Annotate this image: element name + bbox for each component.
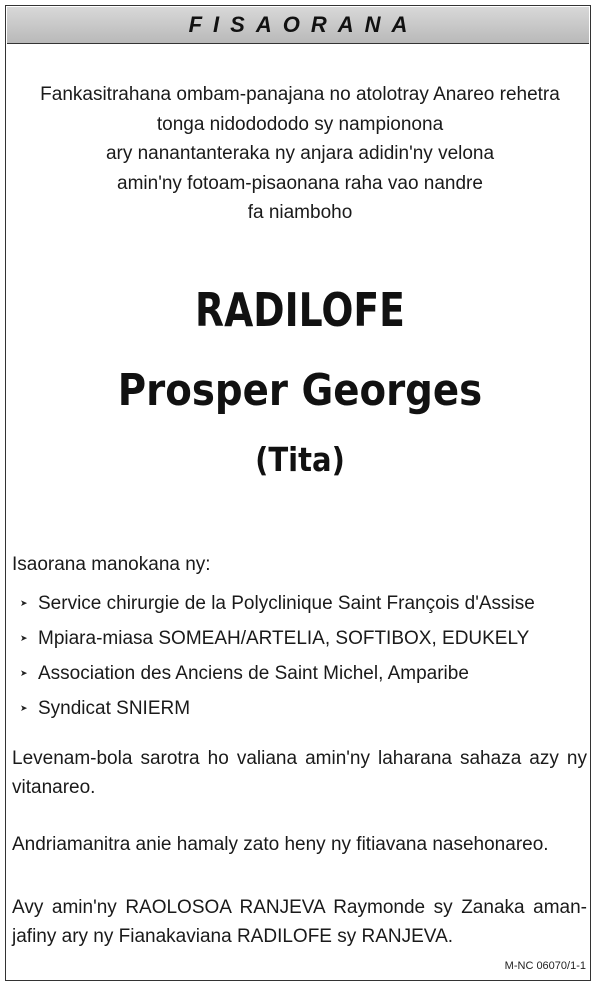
arrow-bullet-icon: ➤ xyxy=(20,668,28,678)
deceased-surname: RADILOFE xyxy=(195,283,405,337)
header-title: FISAORANA xyxy=(188,12,419,37)
arrow-bullet-icon: ➤ xyxy=(20,703,28,713)
intro-line: Fankasitrahana ombam-panajana no atolotray Anareo rehetra xyxy=(40,84,560,105)
header-bar xyxy=(7,7,589,44)
deceased-nickname: (Tita) xyxy=(255,440,345,479)
list-item-text: Syndicat SNIERM xyxy=(38,697,191,719)
reference-code: M-NC 06070/1-1 xyxy=(504,960,586,972)
family-signature-paragraph: Avy amin'ny RAOLOSOA RANJEVA Raymonde sy Zanaka aman-jafiny ary ny Fianakaviana RADILOFE sy RANJEVA. xyxy=(12,897,587,947)
list-item-text: Service chirurgie de la Polyclinique Saint François d'Assise xyxy=(38,592,535,614)
intro-paragraph xyxy=(0,80,600,228)
intro-line: amin'ny fotoam-pisaonana raha vao nandre xyxy=(117,172,483,194)
deceased-given-names: Prosper Georges xyxy=(117,365,483,416)
intro-line: tonga nidodododo sy nampionona xyxy=(156,113,444,135)
arrow-bullet-icon: ➤ xyxy=(20,633,28,643)
list-item xyxy=(20,586,535,621)
list-item xyxy=(20,691,535,726)
list-item xyxy=(20,621,535,656)
list-item-text: Mpiara-miasa SOMEAH/ARTELIA, SOFTIBOX, EDUKELY xyxy=(38,627,530,649)
intro-line: ary nanantanteraka ny anjara adidin'ny velona xyxy=(105,143,495,164)
gift-paragraph: Levenam-bola sarotra ho valiana amin'ny laharana sahaza azy ny vitanareo. xyxy=(12,748,587,798)
intro-line: fa niamboho xyxy=(247,202,353,223)
thanks-list xyxy=(20,586,535,726)
thanks-intro: Isaorana manokana ny: xyxy=(12,554,211,575)
list-item xyxy=(20,656,535,691)
blessing-paragraph: Andriamanitra anie hamaly zato heny ny fitiavana nasehonareo. xyxy=(12,834,549,855)
arrow-bullet-icon: ➤ xyxy=(20,598,28,608)
list-item-text: Association des Anciens de Saint Michel, Amparibe xyxy=(38,662,469,684)
